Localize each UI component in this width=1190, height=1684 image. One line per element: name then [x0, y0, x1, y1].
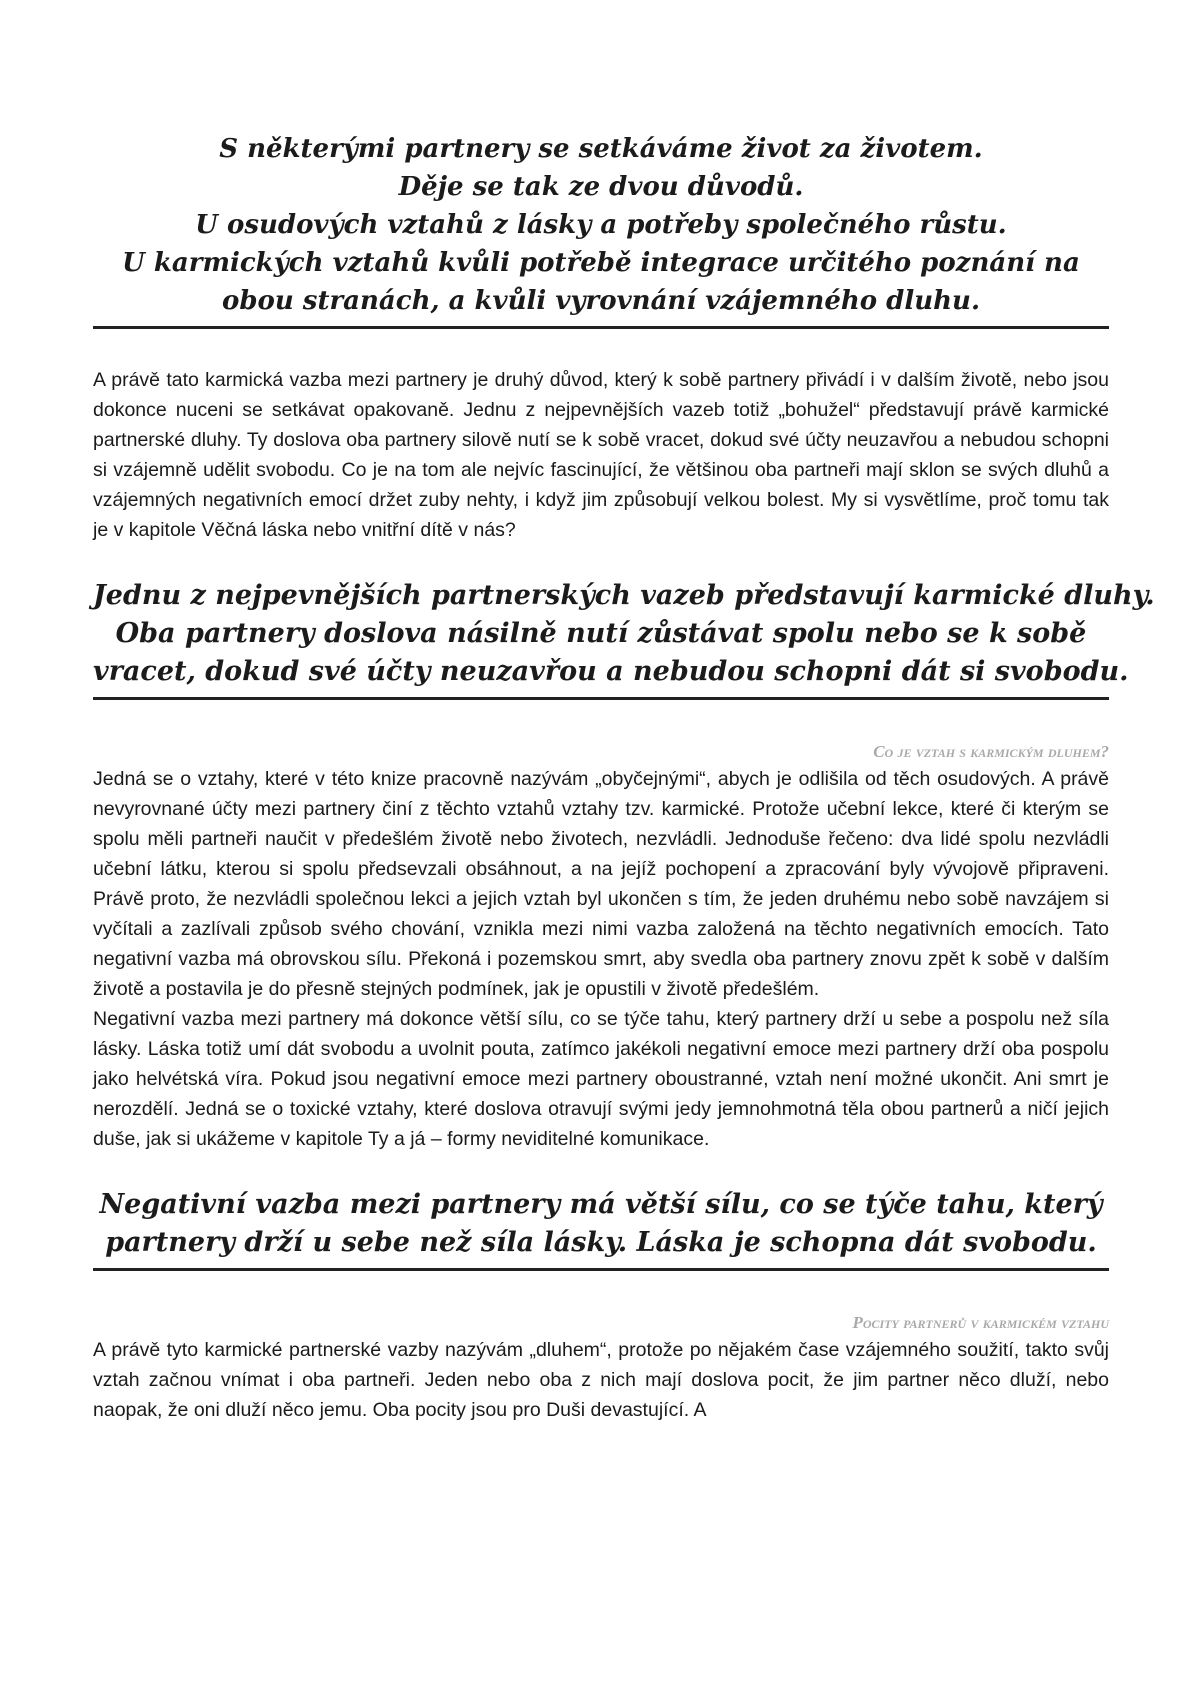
section-heading-1: Co je vztah s karmickým dluhem?	[873, 742, 1109, 761]
pull-quote-1	[93, 130, 1109, 329]
body-paragraph-3: Negativní vazba mezi partnery má dokonce větší sílu, co se týče tahu, který partnery drží u sebe a pospolu než síla lásky. Láska totiž umí dát svobodu a uvolnit pouta, zatímco jakékoli negativní emoce mezi partnery drží oba pospolu jako helvétská víra. Pokud jsou negativní emoce mezi partnery oboustranné, vztah není možné ukončit. Ani smrt je nerozdělí. Jedná se o toxické vztahy, které doslova otravují svými jedy jemnohmotná těla obou partnerů a ničí jejich duše, jak si ukážeme v kapitole Ty a já – formy neviditelné komunikace.	[93, 1008, 1109, 1150]
body-paragraph-2: Jedná se o vztahy, které v této knize pracovně nazývám „obyčejnými“, abych je odlišila od těch osudových. A právě nevyrovnané účty mezi partnery činí z těchto vztahů vztahy tzv. karmické. Protože učební lekce, které či kterým se spolu měli partneři naučit v předešlém životě nebo životech, nezvládli. Jednoduše řečeno: dva lidé spolu nezvládli učební látku, kterou si spolu předsevzali obsáhnout, a na jejíž pochopení a zpracování byly vývojově připraveni. Právě proto, že nezvládli společnou lekci a jejich vztah byl ukončen s tím, že jeden druhému nebo sobě navzájem si vyčítali a zazlívali způsob svého chování, vznikla mezi nimi vazba založená na těchto negativních emocích. Tato negativní vazba má obrovskou sílu. Překoná i pozemskou smrt, aby svedla oba partnery znovu zpět k sobě v dalším životě a postavila je do přesně stejných podmínek, jak je opustili v životě předešlém.	[93, 768, 1109, 1000]
quote-line: partnery drží u sebe než síla lásky. Láska je schopna dát svobodu.	[105, 1227, 1097, 1258]
quote-line: U karmických vztahů kvůli potřebě integrace určitého poznání na	[122, 248, 1080, 278]
document-page	[93, 130, 1155, 1425]
quote-line: Negativní vazba mezi partnery má větší sílu, co se týče tahu, který	[99, 1189, 1103, 1220]
quote-line: Oba partnery doslova násilně nutí zůstávat spolu nebo se k sobě	[115, 618, 1087, 649]
body-paragraph-4: A právě tyto karmické partnerské vazby nazývám „dluhem“, protože po nějakém čase vzájemného soužití, takto svůj vztah začnou vnímat i oba partneři. Jeden nebo oba z nich mají doslova pocit, že jim partner něco dluží, nebo naopak, že oni dluží něco jemu. Oba pocity jsou pro Duši devastující. A	[93, 1339, 1109, 1421]
body-paragraph-1: A právě tato karmická vazba mezi partnery je druhý důvod, který k sobě partnery přivádí i v dalším životě, nebo jsou dokonce nuceni se setkávat opakovaně. Jednu z nejpevnějších vazeb totiž „bohužel“ představují právě karmické partnerské dluhy. Ty doslova oba partnery silově nutí se k sobě vracet, dokud své účty neuzavřou a nebudou schopni si vzájemně udělit svobodu. Co je na tom ale nejvíc fascinující, že většinou oba partneři mají sklon se svých dluhů a vzájemných negativních emocí držet zuby nehty, i když jim způsobují velkou bolest. My si vysvětlíme, proč tomu tak je v kapitole Věčná láska nebo vnitřní dítě v nás?	[93, 369, 1109, 541]
section-heading-2: Pocity partnerů v karmickém vztahu	[852, 1313, 1109, 1332]
quote-line: vracet, dokud své účty neuzavřou a nebudou schopni dát si svobodu.	[93, 656, 1129, 687]
pull-quote-3	[93, 1186, 1109, 1271]
quote-line: obou stranách, a kvůli vyrovnání vzájemného dluhu.	[221, 286, 980, 316]
quote-line: U osudových vztahů z lásky a potřeby společného růstu.	[195, 210, 1007, 240]
quote-line: Děje se tak ze dvou důvodů.	[398, 172, 804, 202]
quote-line: Jednu z nejpevnějších partnerských vazeb představují karmické dluhy.	[93, 580, 1155, 611]
pull-quote-2	[93, 577, 1155, 700]
quote-line: S některými partnery se setkáváme život za životem.	[219, 134, 983, 164]
